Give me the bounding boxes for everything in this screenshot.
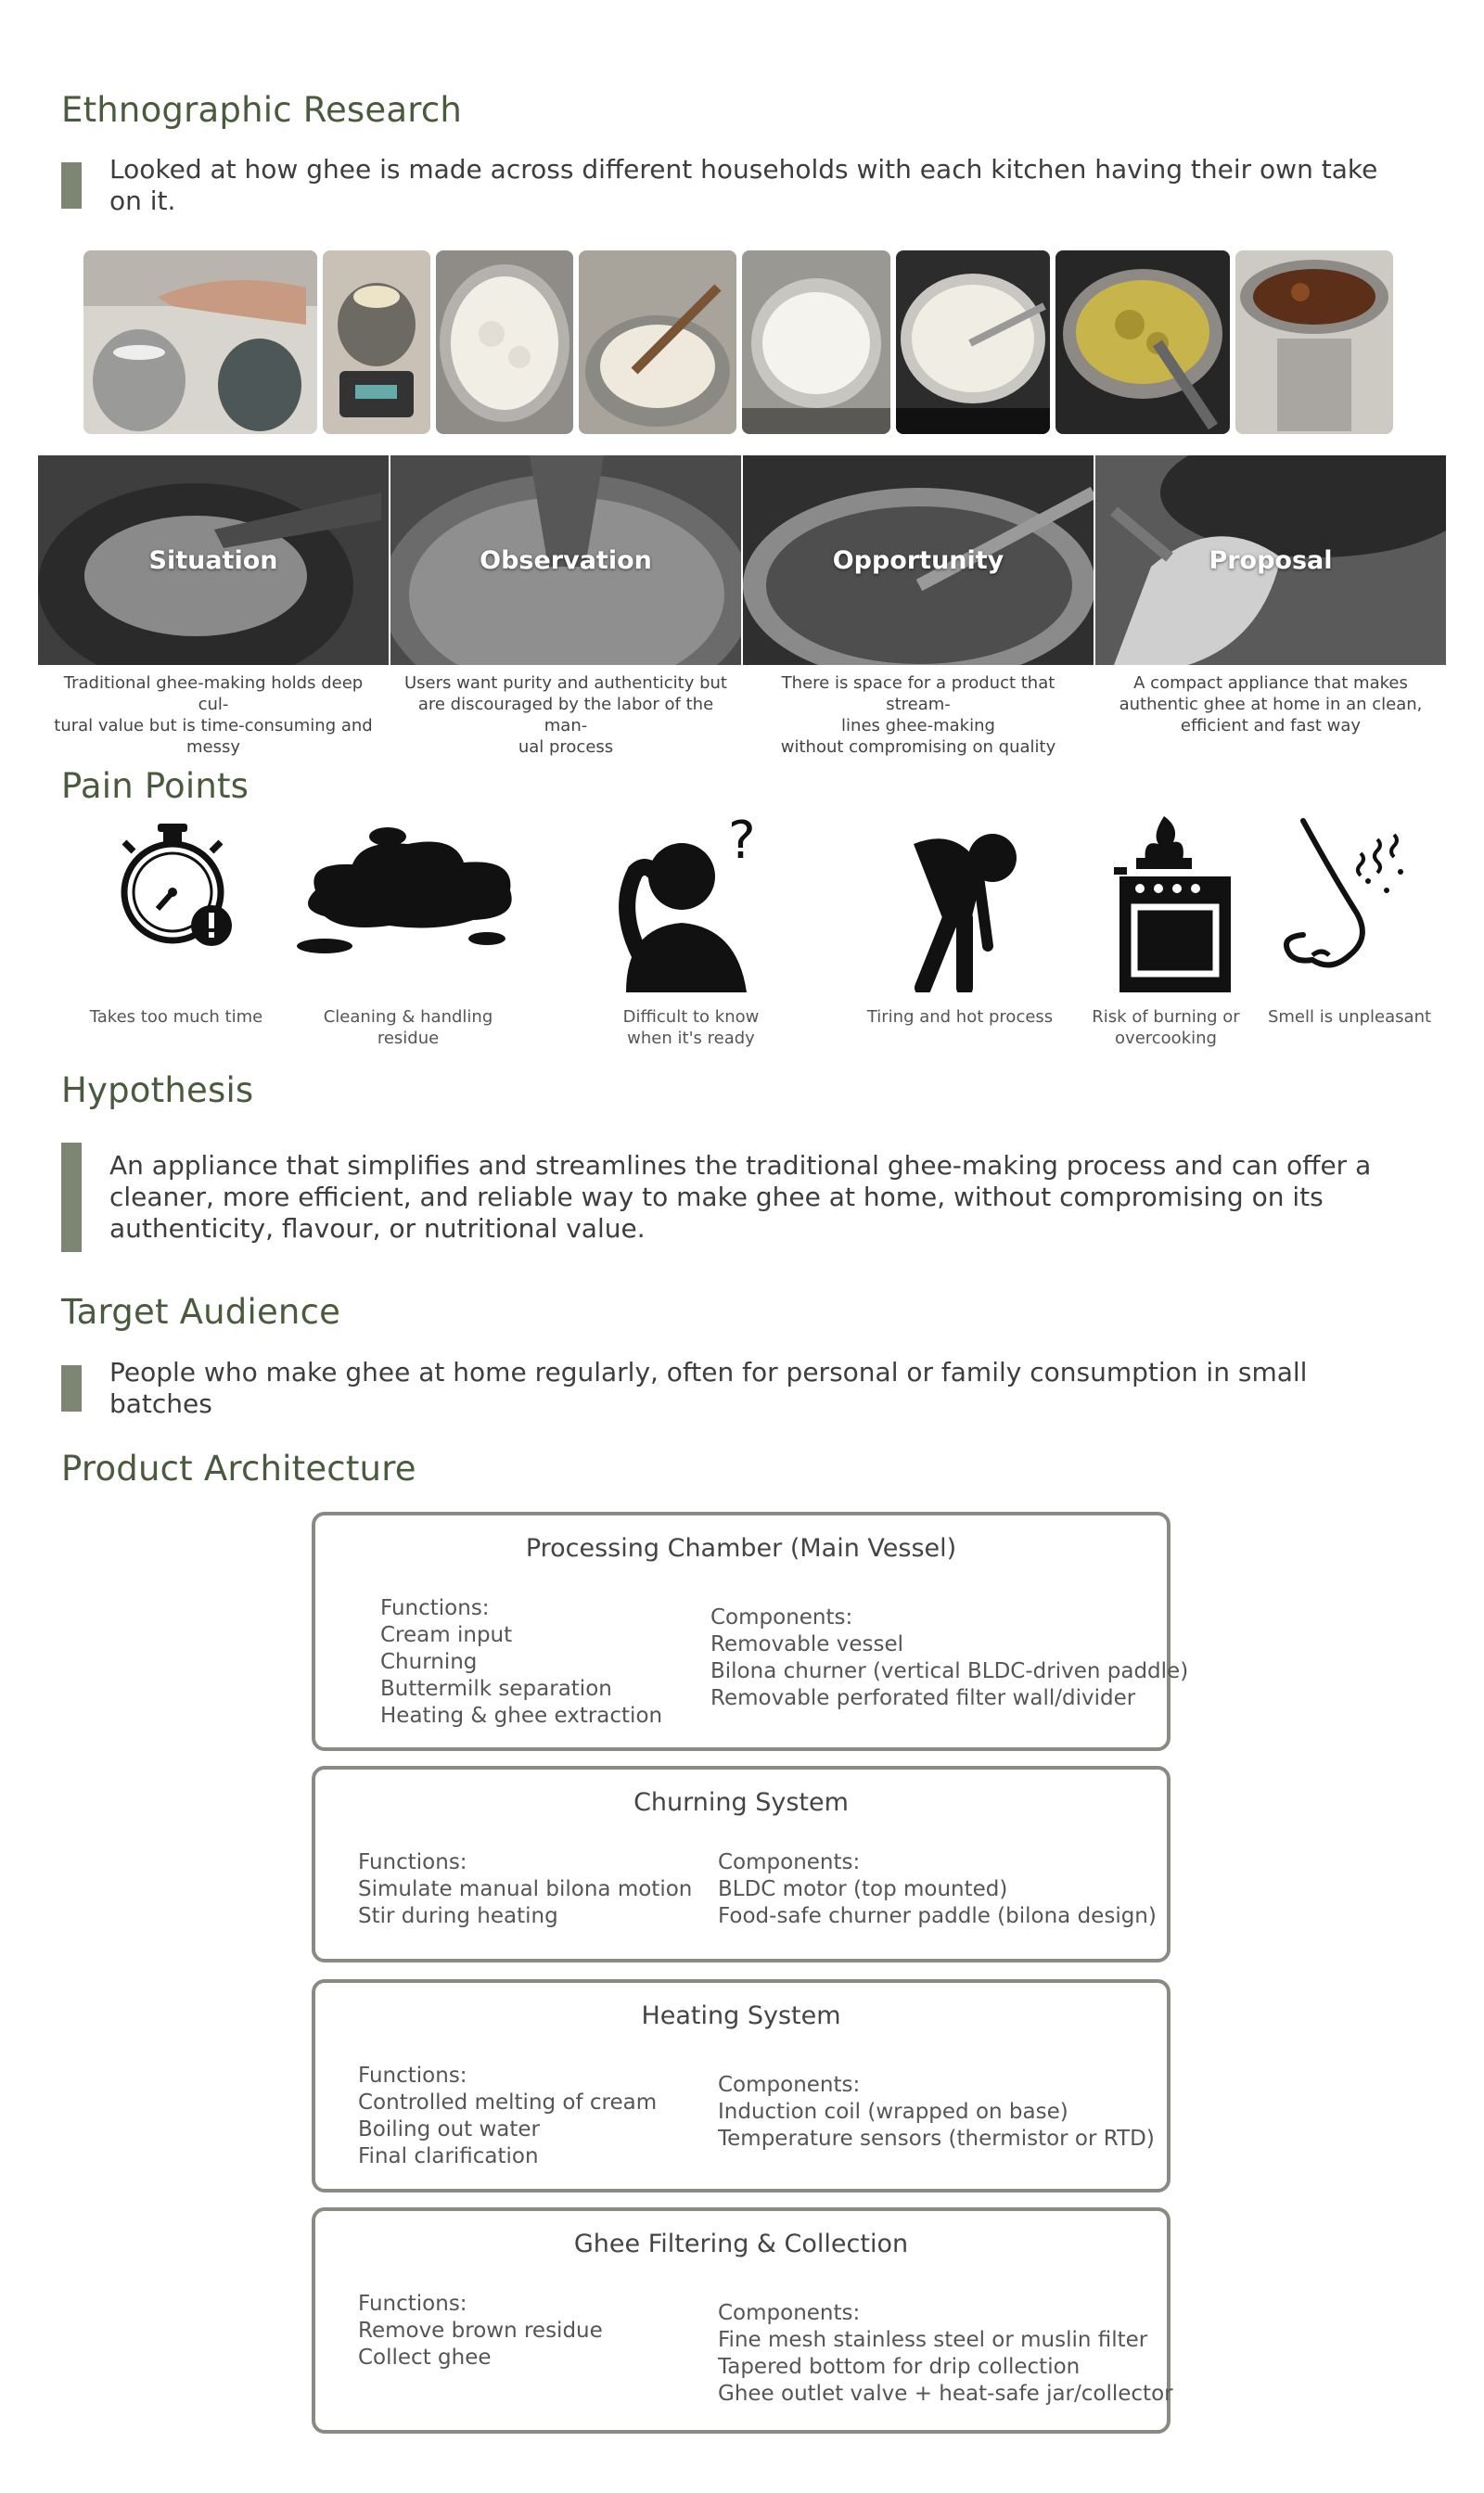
photo-filtering xyxy=(1235,250,1393,434)
stage-label: Proposal xyxy=(1209,545,1333,575)
stage-cards xyxy=(38,455,1446,758)
function-item: Churning xyxy=(380,1650,478,1674)
pain-caption: Risk of burning or overcooking xyxy=(1092,1007,1240,1048)
components-label: Components: xyxy=(718,2073,861,2097)
arch-functions xyxy=(358,1849,692,1930)
pain-caption: Smell is unpleasant xyxy=(1267,1007,1432,1027)
stage-label: Opportunity xyxy=(832,545,1004,575)
audience-quote xyxy=(61,1357,1378,1419)
stage-caption-text: Users want purity and authenticity but are discouraged by the labor of the man- ual process xyxy=(404,673,727,757)
stage-caption-text: Traditional ghee-making holds deep cul- tural value but is time-consuming and messy xyxy=(54,673,373,757)
stopwatch-icon xyxy=(111,816,241,955)
nose-smell-icon xyxy=(1275,816,1424,974)
ethno-quote-text: Looked at how ghee is made across different households with each kitchen having their own take on it. xyxy=(109,154,1378,216)
quote-bar xyxy=(61,162,82,209)
audience-text: People who make ghee at home regularly, often for personal or family consumption in small batches xyxy=(109,1357,1308,1419)
arch-functions xyxy=(380,1595,662,1730)
pain-points xyxy=(56,816,1447,1057)
pain-item-readiness xyxy=(570,816,812,1048)
svg-text:?: ? xyxy=(728,816,756,871)
photo-spooning-ghee xyxy=(83,250,317,434)
stage-image xyxy=(390,455,741,665)
arch-box-heating-system xyxy=(312,1979,1171,2193)
function-item: Controlled melting of cream xyxy=(358,2090,658,2115)
photo-clarifying xyxy=(1055,250,1230,434)
component-item: Bilona churner (vertical BLDC-driven paddle) xyxy=(710,1659,1189,1683)
pain-item-tiring xyxy=(839,816,1081,1027)
functions-label: Functions: xyxy=(380,1596,490,1620)
pain-item-time xyxy=(56,816,297,1027)
arch-components xyxy=(710,1604,1188,1712)
photo-cream-bowl xyxy=(436,250,573,434)
pain-caption: Tiring and hot process xyxy=(866,1007,1054,1027)
arch-components xyxy=(718,2072,1155,2153)
component-item: Removable perforated filter wall/divider xyxy=(710,1686,1136,1710)
arch-box-title: Churning System xyxy=(633,1788,849,1817)
components-label: Components: xyxy=(710,1605,853,1630)
section-title-pain-points: Pain Points xyxy=(61,766,249,806)
arch-components xyxy=(718,2300,1173,2408)
functions-label: Functions: xyxy=(358,1850,467,1874)
stove-fire-icon xyxy=(1101,816,1231,992)
section-title-product-architecture: Product Architecture xyxy=(61,1449,416,1489)
component-item: Fine mesh stainless steel or muslin filter xyxy=(718,2328,1148,2352)
stage-caption xyxy=(390,672,741,758)
pain-item-residue xyxy=(288,816,529,1048)
photo-buttermilk xyxy=(742,250,890,434)
component-item: Ghee outlet valve + heat-safe jar/collector xyxy=(718,2382,1173,2406)
function-item: Heating & ghee extraction xyxy=(380,1704,663,1728)
ethno-quote xyxy=(61,154,1378,216)
quote-bar xyxy=(61,1143,82,1252)
functions-label: Functions: xyxy=(358,2064,467,2088)
pain-caption: Cleaning & handling residue xyxy=(323,1007,493,1048)
arch-box-title: Ghee Filtering & Collection xyxy=(573,2230,909,2258)
arch-functions xyxy=(358,2291,603,2372)
arch-box-processing-chamber xyxy=(312,1512,1189,1751)
arch-box-churning-system xyxy=(312,1766,1171,1962)
function-item: Stir during heating xyxy=(358,1904,558,1928)
tired-person-icon xyxy=(876,816,1043,992)
component-item: Temperature sensors (thermistor or RTD) xyxy=(718,2127,1155,2151)
hypothesis-quote xyxy=(61,1143,1378,1252)
arch-box-ghee-filtering xyxy=(312,2207,1171,2434)
stage-opportunity xyxy=(743,455,1094,758)
pain-caption: Difficult to know when it's ready xyxy=(622,1007,760,1048)
arch-components xyxy=(718,1849,1157,1930)
stage-caption-text: There is space for a product that stream- lines ghee-making without compromising on quality xyxy=(780,673,1056,757)
stage-situation xyxy=(38,455,389,758)
photo-melting xyxy=(896,250,1050,434)
stage-caption xyxy=(743,672,1094,758)
section-title-hypothesis: Hypothesis xyxy=(61,1070,254,1110)
function-item: Simulate manual bilona motion xyxy=(358,1877,693,1901)
hypothesis-text: An appliance that simplifies and streamlines the traditional ghee-making process and can offer a cleaner, more efficient, and reliable way to make ghee at home, without compromising on its authenticity, flavour, or nutritional value. xyxy=(109,1150,1372,1244)
function-item: Collect ghee xyxy=(358,2346,492,2370)
photo-jar-on-scale xyxy=(323,250,430,434)
component-item: Tapered bottom for drip collection xyxy=(718,2355,1081,2379)
component-item: Induction coil (wrapped on base) xyxy=(718,2100,1068,2124)
stage-proposal xyxy=(1095,455,1446,758)
function-item: Cream input xyxy=(380,1623,513,1647)
component-item: BLDC motor (top mounted) xyxy=(718,1877,1008,1901)
arch-box-title: Processing Chamber (Main Vessel) xyxy=(525,1534,957,1563)
section-title-ethnographic: Ethnographic Research xyxy=(61,90,463,130)
function-item: Remove brown residue xyxy=(358,2319,603,2343)
component-item: Food-safe churner paddle (bilona design) xyxy=(718,1904,1157,1928)
stage-caption xyxy=(38,672,389,758)
arch-functions xyxy=(358,2063,657,2170)
stage-caption-text: A compact appliance that makes authentic ghee at home in an clean, efficient and fast way xyxy=(1119,673,1423,735)
stage-image xyxy=(38,455,389,665)
functions-label: Functions: xyxy=(358,2292,467,2316)
stage-label: Observation xyxy=(480,545,652,575)
function-item: Buttermilk separation xyxy=(380,1677,612,1701)
stage-caption xyxy=(1095,672,1446,736)
section-title-target-audience: Target Audience xyxy=(61,1292,341,1332)
photo-strip xyxy=(83,250,1393,434)
components-label: Components: xyxy=(718,1850,861,1874)
stage-observation xyxy=(390,455,741,758)
photo-whisking xyxy=(579,250,736,434)
spill-icon xyxy=(288,816,529,955)
components-label: Components: xyxy=(718,2301,861,2325)
stage-label: Situation xyxy=(148,545,278,575)
quote-bar xyxy=(61,1365,82,1412)
arch-box-title: Heating System xyxy=(641,2001,841,2030)
pain-item-smell xyxy=(1229,816,1470,1027)
stage-image xyxy=(1095,455,1446,665)
function-item: Boiling out water xyxy=(358,2117,541,2141)
function-item: Final clarification xyxy=(358,2144,539,2168)
confused-person-icon xyxy=(598,816,784,992)
stage-image xyxy=(743,455,1094,665)
component-item: Removable vessel xyxy=(710,1632,903,1656)
pain-caption: Takes too much time xyxy=(89,1007,263,1027)
